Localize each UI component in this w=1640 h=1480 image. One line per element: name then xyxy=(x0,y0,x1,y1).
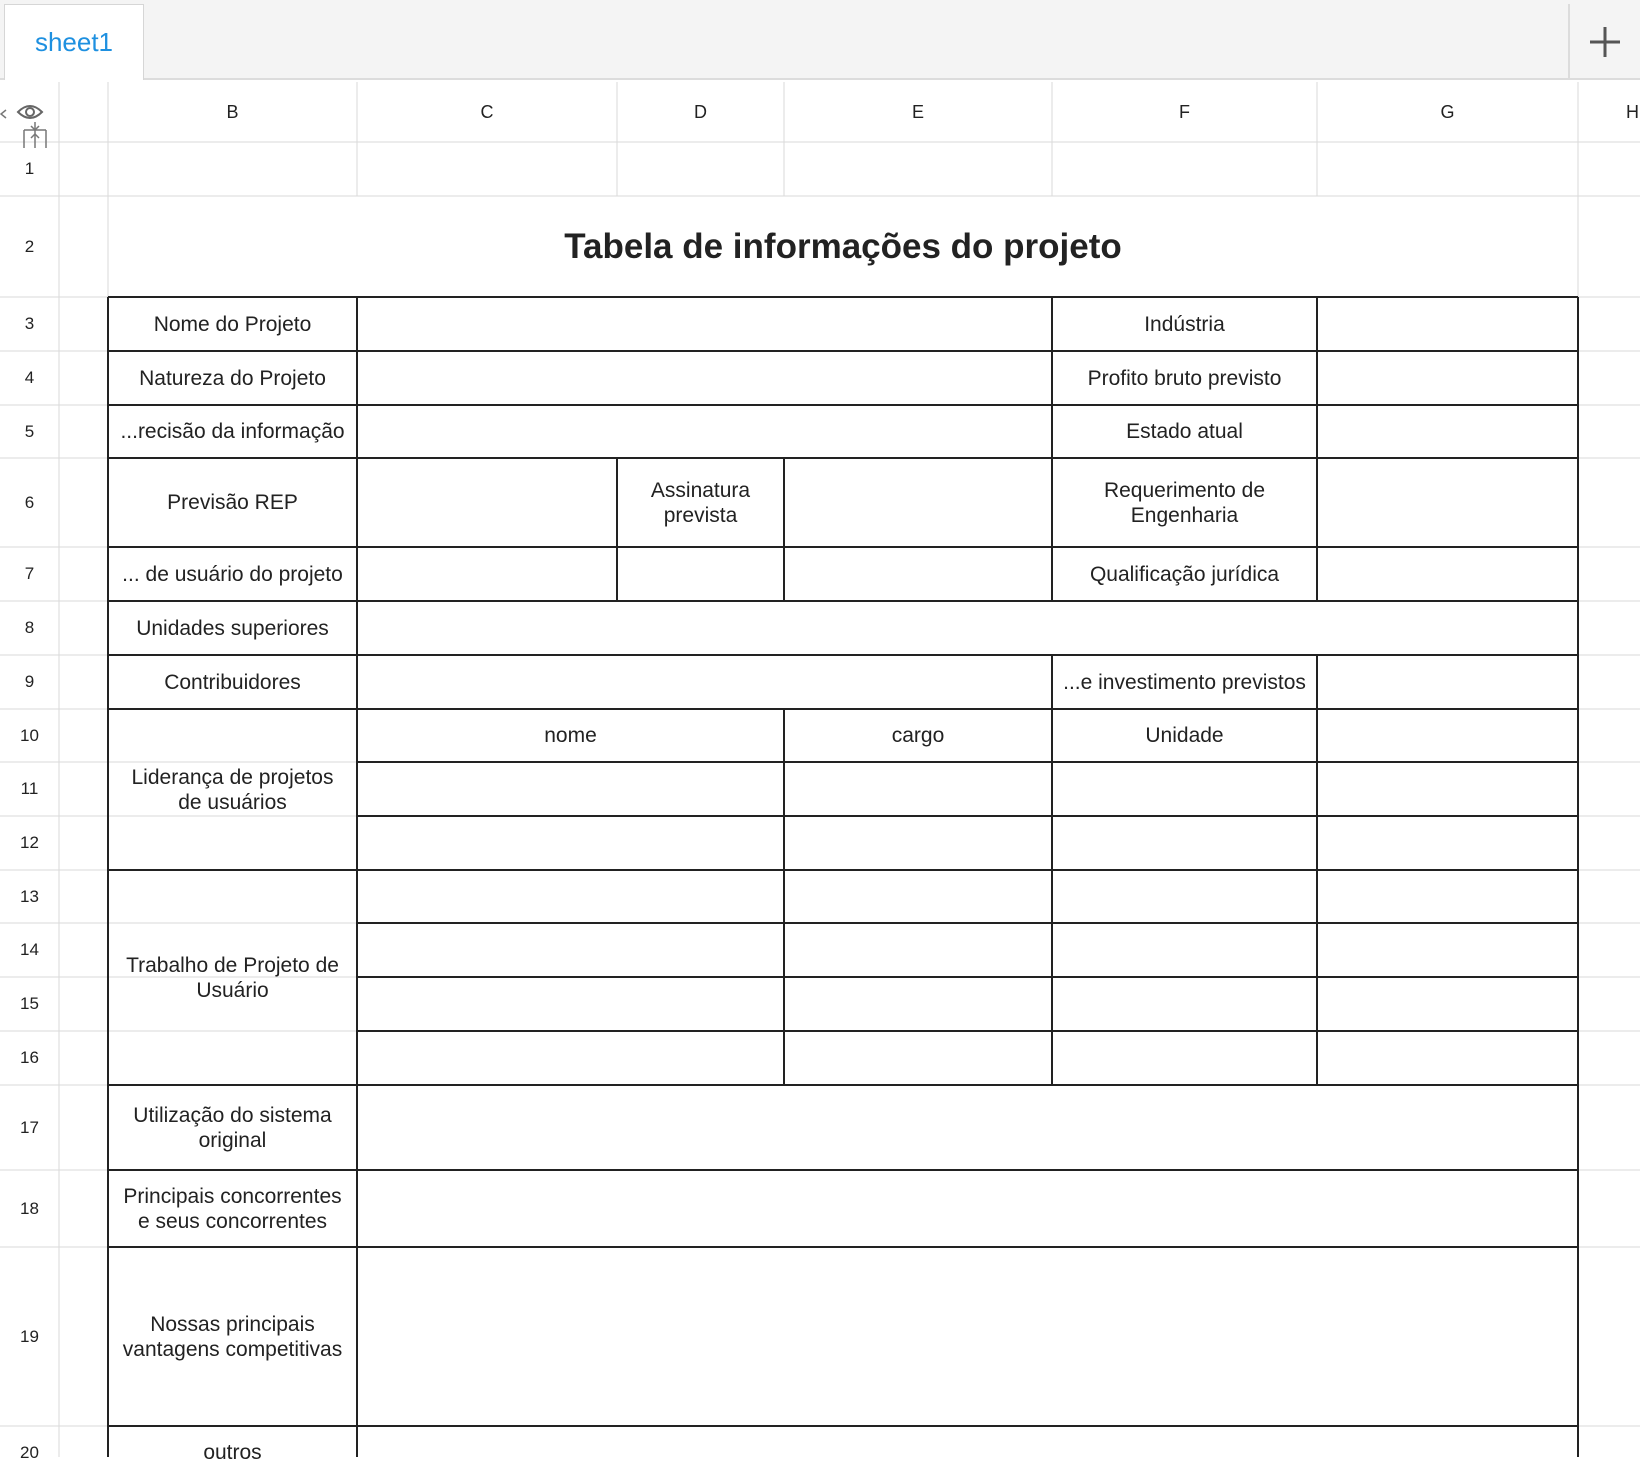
cell-project-user-label[interactable]: ... de usuário do projeto xyxy=(122,562,343,586)
cell-name-header[interactable]: nome xyxy=(544,724,597,747)
cell-expected-signature-label[interactable]: Assinatura prevista xyxy=(650,478,751,527)
row-header-9[interactable]: 9 xyxy=(24,672,35,691)
cell-engineering-requirement-label[interactable]: Requerimento de Engenharia xyxy=(1103,478,1266,527)
column-header-d[interactable]: D xyxy=(694,101,707,122)
cell-info-precision-label[interactable]: ...recisão da informação xyxy=(120,420,345,443)
row-header-15[interactable]: 15 xyxy=(20,994,39,1013)
cell-legal-qualification-label[interactable]: Qualificação jurídica xyxy=(1089,562,1280,586)
eye-icon[interactable] xyxy=(18,106,42,118)
cell-expected-investment-label[interactable]: ...e investimento previstos xyxy=(1063,670,1306,694)
cell-unit-header[interactable]: Unidade xyxy=(1145,724,1224,747)
row-header-19[interactable]: 19 xyxy=(20,1326,39,1346)
cell-superior-units-label[interactable]: Unidades superiores xyxy=(136,616,329,640)
row-header-11[interactable]: 11 xyxy=(20,779,39,798)
cell-project-nature-label[interactable]: Natureza do Projeto xyxy=(139,366,326,390)
row-header-13[interactable]: 13 xyxy=(20,886,39,906)
column-header-c[interactable]: C xyxy=(480,101,494,122)
sheet-tab-sheet1[interactable]: sheet1 xyxy=(4,4,144,80)
cell-current-status-label[interactable]: Estado atual xyxy=(1126,420,1243,443)
row-header-16[interactable]: 16 xyxy=(20,1048,39,1067)
cell-project-name-label[interactable]: Nome do Projeto xyxy=(153,312,312,336)
row-header-18[interactable]: 18 xyxy=(20,1198,39,1218)
cell-main-competitors-label[interactable]: Principais concorrentes e seus concorrentes xyxy=(123,1184,342,1233)
cell-user-project-leadership-label[interactable]: Liderança de projetos de usuários xyxy=(131,765,334,814)
row-header-7[interactable]: 7 xyxy=(24,564,35,583)
row-header-4[interactable]: 4 xyxy=(24,368,35,387)
cell-rep-forecast-label[interactable]: Previsão REP xyxy=(167,491,298,514)
row-header-2[interactable]: 2 xyxy=(24,236,35,256)
cell-competitive-advantages-label[interactable]: Nossas principais vantagens competitivas xyxy=(122,1312,343,1361)
row-header-10[interactable]: 10 xyxy=(20,725,39,745)
row-header-8[interactable]: 8 xyxy=(24,618,35,637)
cell-user-project-work-label[interactable]: Trabalho de Projeto de Usuário xyxy=(126,953,339,1002)
column-header-g[interactable]: G xyxy=(1440,101,1455,122)
column-header-h[interactable]: H xyxy=(1626,101,1639,122)
row-header-14[interactable]: 14 xyxy=(20,940,39,959)
row-header-5[interactable]: 5 xyxy=(24,421,35,441)
cell-role-header[interactable]: cargo xyxy=(891,724,945,747)
column-header-e[interactable]: E xyxy=(911,101,924,122)
cell-original-system-usage-label[interactable]: Utilização do sistema original xyxy=(133,1103,332,1152)
row-header-6[interactable]: 6 xyxy=(24,492,35,512)
column-header-f[interactable]: F xyxy=(1179,101,1190,122)
row-header-17[interactable]: 17 xyxy=(20,1117,39,1137)
row-header-3[interactable]: 3 xyxy=(24,314,35,333)
row-header-12[interactable]: 12 xyxy=(20,833,39,852)
cell-gross-profit-label[interactable]: Profito bruto previsto xyxy=(1087,366,1282,390)
column-header-b[interactable]: B xyxy=(226,101,239,122)
row-header-20[interactable]: 20 xyxy=(20,1443,39,1462)
cell-others-label[interactable]: outros xyxy=(203,1441,262,1464)
sheet-title[interactable]: Tabela de informações do projeto xyxy=(564,226,1122,266)
row-header-1[interactable]: 1 xyxy=(24,159,35,178)
cell-industry-label[interactable]: Indústria xyxy=(1144,312,1225,336)
cell-contributors-label[interactable]: Contribuidores xyxy=(164,670,301,694)
